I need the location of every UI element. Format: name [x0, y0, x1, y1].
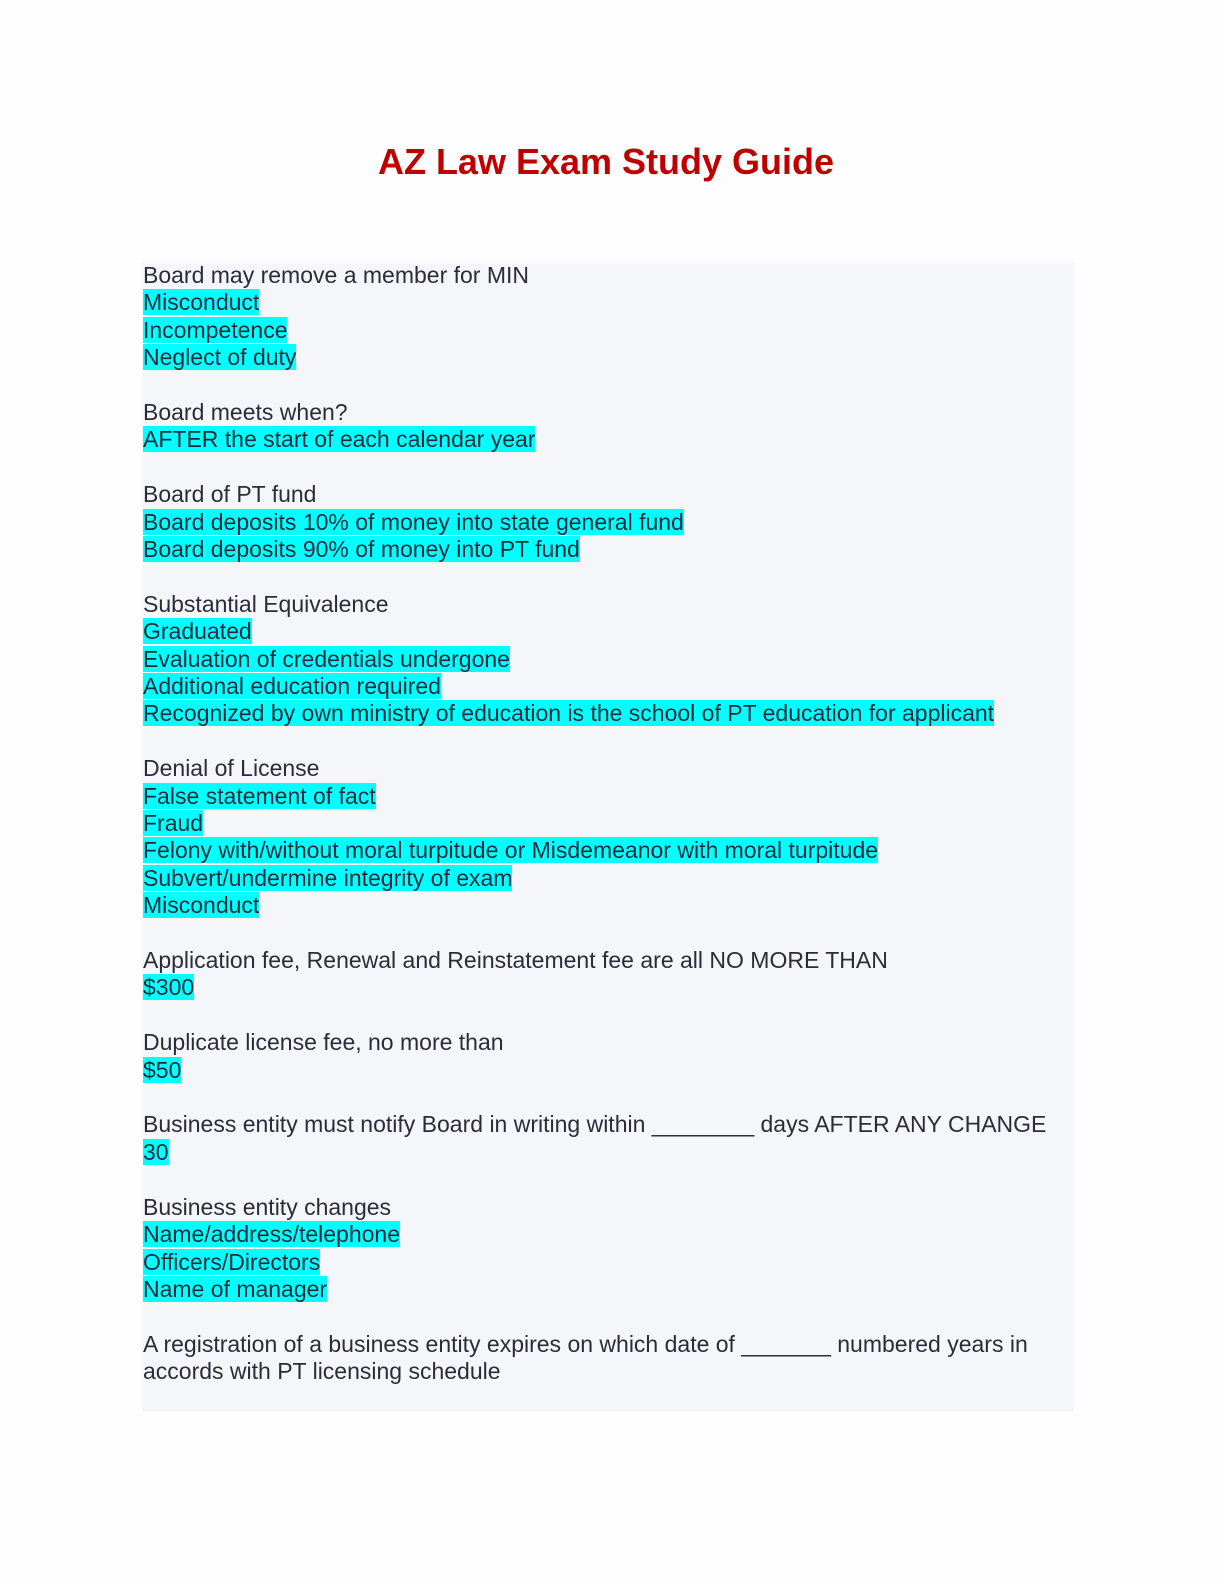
qa-item — [143, 1194, 1068, 1304]
answer: Name of manager — [143, 1275, 328, 1302]
question: Business entity must notify Board in writing within ________ days AFTER ANY CHANGE — [143, 1111, 1047, 1138]
question: Business entity changes — [143, 1193, 392, 1220]
qa-item — [143, 481, 1068, 563]
answer: False statement of fact — [143, 782, 376, 809]
qa-item — [143, 1029, 1068, 1084]
study-guide-content — [143, 262, 1068, 1413]
page-title: AZ Law Exam Study Guide — [377, 141, 835, 182]
answer: Misconduct — [143, 892, 260, 919]
answer: Misconduct — [143, 289, 260, 316]
qa-item — [143, 947, 1068, 1002]
question: Application fee, Renewal and Reinstatement fee are all NO MORE THAN — [143, 947, 888, 974]
question: Duplicate license fee, no more than — [143, 1029, 504, 1056]
answer: Recognized by own ministry of education is the school of PT education for applicant — [143, 700, 995, 727]
answer: Subvert/undermine integrity of exam — [143, 864, 513, 891]
qa-item — [143, 755, 1068, 919]
answer: Felony with/without moral turpitude or Misdemeanor with moral turpitude — [143, 837, 879, 864]
question: A registration of a business entity expires on which date of _______ numbered years in accords with PT licensing schedule — [143, 1330, 1028, 1385]
answer: Name/address/telephone — [143, 1221, 400, 1248]
qa-item — [143, 591, 1068, 728]
answer: 30 — [143, 1138, 169, 1165]
answer: $300 — [143, 974, 195, 1001]
answer: Evaluation of credentials undergone — [143, 645, 510, 672]
question: Denial of License — [143, 755, 320, 782]
answer: Incompetence — [143, 316, 288, 343]
qa-item — [143, 262, 1068, 372]
question: Board of PT fund — [143, 481, 317, 508]
answer: Officers/Directors — [143, 1248, 321, 1275]
answer: AFTER the start of each calendar year — [143, 426, 536, 453]
qa-item — [143, 399, 1068, 454]
answer: Graduated — [143, 618, 252, 645]
answer: $50 — [143, 1056, 182, 1083]
question: Board meets when? — [143, 399, 348, 426]
answer: Fraud — [143, 810, 204, 837]
answer: Board deposits 90% of money into PT fund — [143, 536, 580, 563]
question: Board may remove a member for MIN — [143, 262, 530, 288]
answer: Neglect of duty — [143, 344, 297, 371]
answer: Additional education required — [143, 673, 441, 700]
qa-item — [143, 1111, 1068, 1166]
question: Substantial Equivalence — [143, 590, 389, 617]
qa-item — [143, 1331, 1068, 1386]
answer: Board deposits 10% of money into state general fund — [143, 508, 684, 535]
